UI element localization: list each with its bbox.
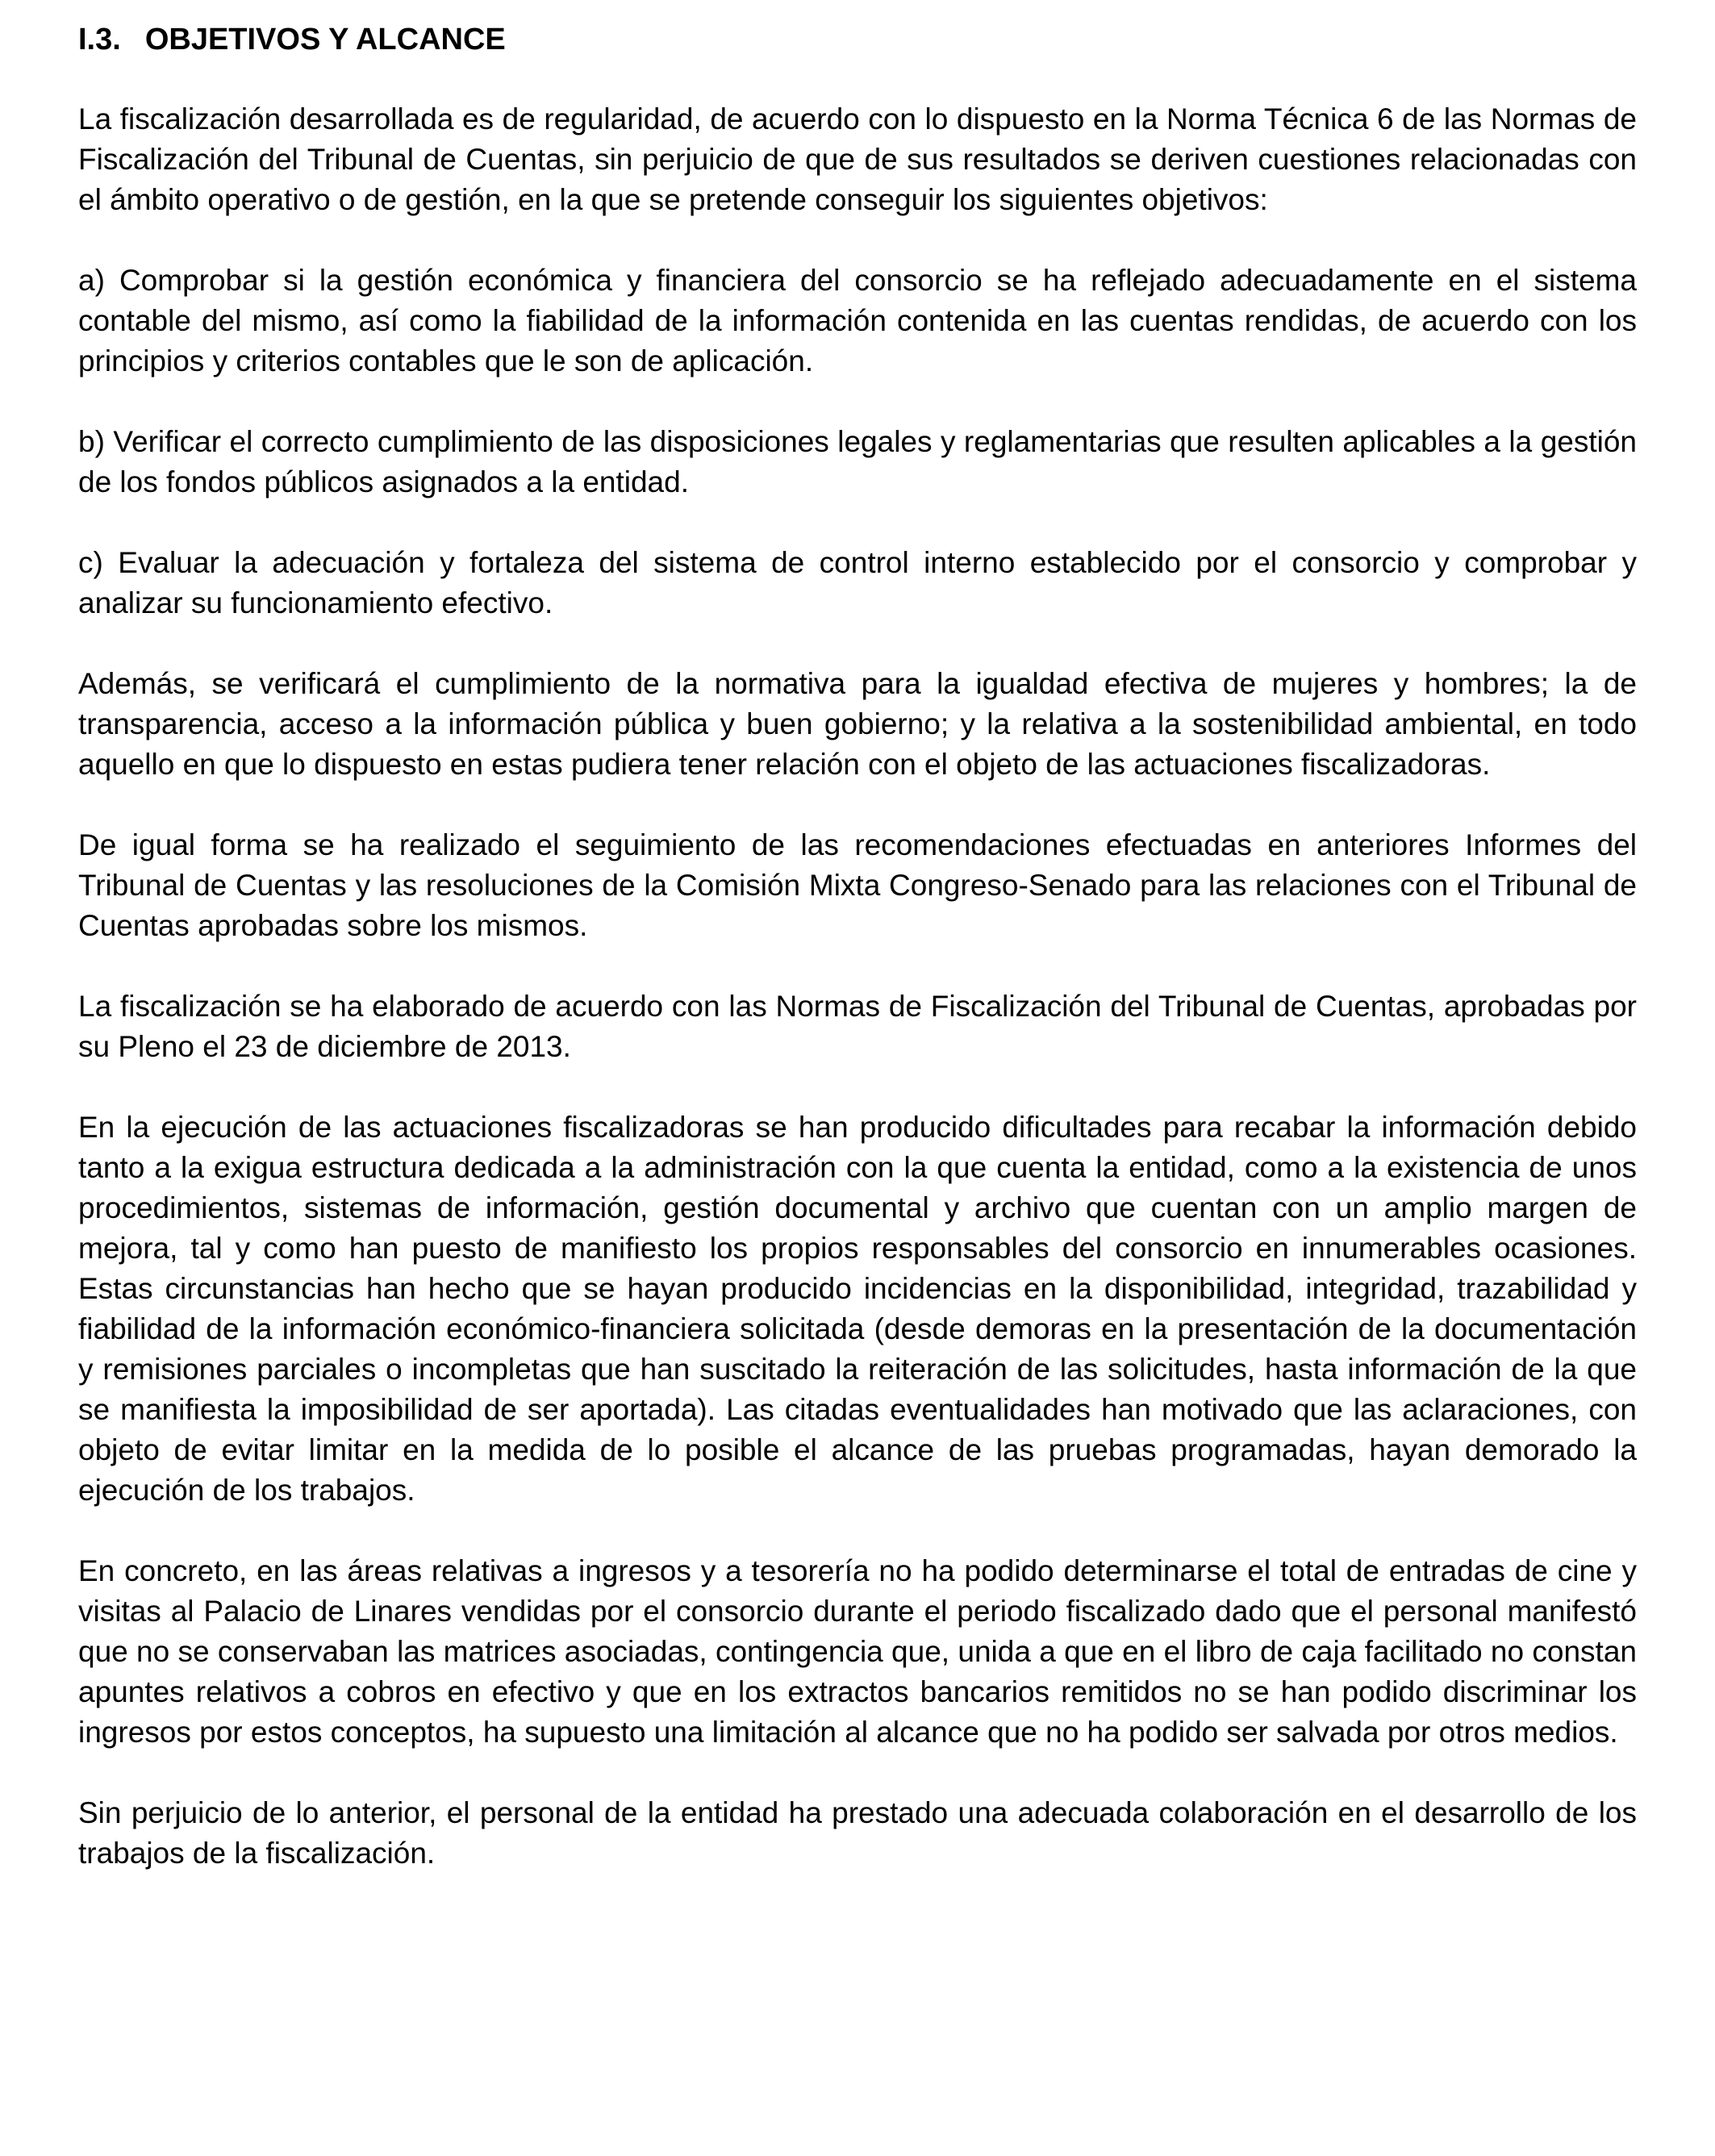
list-item-c-label: c) [78,546,103,579]
list-item-c-text: Evaluar la adecuación y fortaleza del sistema de control interno establecido por el consorcio y comprobar y analizar su funcionamiento efectivo. [78,546,1637,619]
list-item-a-text: Comprobar si la gestión económica y financiera del consorcio se ha reflejado adecuadamente en el sistema contable del mismo, así como la fiabilidad de la información contenida en las cuentas rendidas, de acuerdo con los principios y criterios contables que le son de aplicación. [78,264,1638,377]
list-item-c [78,543,1637,623]
paragraph-seguimiento: De igual forma se ha realizado el seguimiento de las recomendaciones efectuadas en anteriores Informes del Tribunal de Cuentas y las resoluciones de la Comisión Mixta Congreso-Senado para las relaciones con el Tribunal de Cuentas aprobadas sobre los mismos. [78,828,1637,942]
list-item-a-label: a) [78,264,105,297]
section-number: I.3. [78,23,121,56]
paragraph-colaboracion: Sin perjuicio de lo anterior, el personal de la entidad ha prestado una adecuada colaboración en el desarrollo de los trabajos de la fiscalización. [78,1796,1637,1870]
paragraph-dificultades: En la ejecución de las actuaciones fiscalizadoras se han producido dificultades para recabar la información debido tanto a la exigua estructura dedicada a la administración con la que cuenta la entidad, como a la existencia de unos procedimientos, sistemas de información, gestión documental y archivo que cuentan con un amplio margen de mejora, tal y como han puesto de manifiesto los propios responsables del consorcio en innumerables ocasiones. Estas circunstancias han hecho que se hayan producido incidencias en la disponibilidad, integridad, trazabilidad y fiabilidad de la información económico-financiera solicitada (desde demoras en la presentación de la documentación y remisiones parciales o incompletas que han suscitado la reiteración de las solicitudes, hasta información de la que se manifiesta la imposibilidad de ser aportada). Las citadas eventualidades han motivado que las aclaraciones, con objeto de evitar limitar en la medida de lo posible el alcance de las pruebas programadas, hayan demorado la ejecución de los trabajos. [78,1111,1637,1507]
list-item-b [78,422,1637,503]
list-item-a [78,261,1637,382]
paragraph-normas: La fiscalización se ha elaborado de acuerdo con las Normas de Fiscalización del Tribunal de Cuentas, aprobadas por su Pleno el 23 de diciembre de 2013. [78,990,1637,1063]
paragraph-limitacion: En concreto, en las áreas relativas a ingresos y a tesorería no ha podido determinarse el total de entradas de cine y visitas al Palacio de Linares vendidas por el consorcio durante el periodo fiscalizado dado que el personal manifestó que no se conservaban las matrices asociadas, contingencia que, unida a que en el libro de caja facilitado no constan apuntes relativos a cobros en efectivo y que en los extractos bancarios remitidos no se han podido discriminar los ingresos por estos conceptos, ha supuesto una limitación al alcance que no ha podido ser salvada por otros medios. [78,1554,1637,1749]
list-item-b-text: Verificar el correcto cumplimiento de las disposiciones legales y reglamentarias que resulten aplicables a la gestión de los fondos públicos asignados a la entidad. [78,425,1638,498]
section-title: OBJETIVOS Y ALCANCE [144,23,506,56]
list-item-b-label: b) [78,425,105,458]
section-heading [78,23,1637,57]
paragraph-intro: La fiscalización desarrollada es de regularidad, de acuerdo con lo dispuesto en la Norma Técnica 6 de las Normas de Fiscalización del Tribunal de Cuentas, sin perjuicio de que de sus resultados se deriven cuestiones relacionadas con el ámbito operativo o de gestión, en la que se pretende conseguir los siguientes objetivos: [78,102,1637,216]
paragraph-ademas: Además, se verificará el cumplimiento de la normativa para la igualdad efectiva de mujeres y hombres; la de transparencia, acceso a la información pública y buen gobierno; y la relativa a la sostenibilidad ambiental, en todo aquello en que lo dispuesto en estas pudiera tener relación con el objeto de las actuaciones fiscalizadoras. [78,667,1637,781]
